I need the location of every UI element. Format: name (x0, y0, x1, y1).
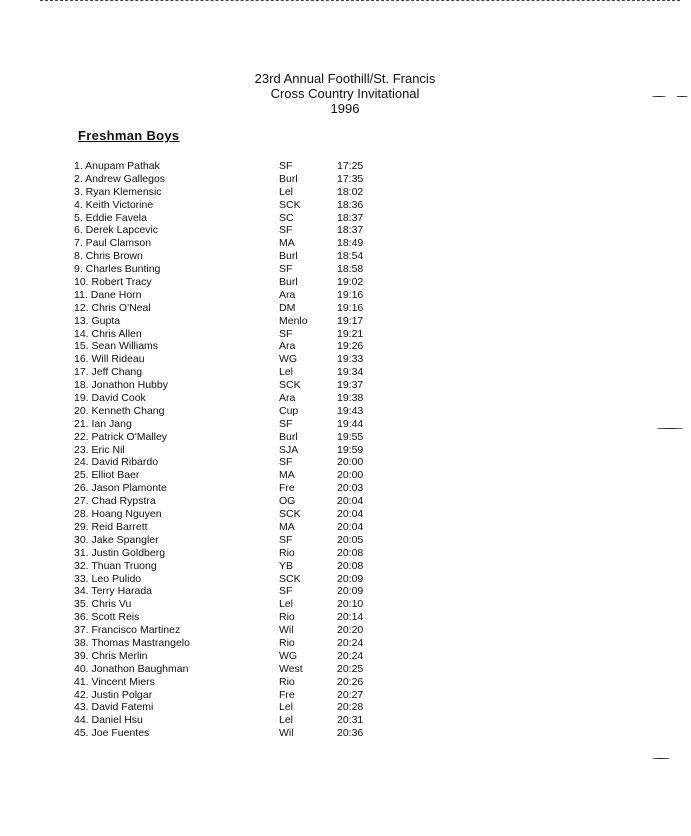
result-row (74, 263, 404, 276)
result-time: 18:54 (337, 250, 364, 263)
result-time: 19:33 (337, 353, 364, 366)
result-school: Lel (279, 701, 294, 714)
result-time: 19:38 (337, 392, 364, 405)
result-name: 33. Leo Pulido (74, 572, 142, 585)
result-name: 14. Chris Allen (74, 327, 142, 340)
result-time: 18:37 (337, 224, 364, 237)
result-time: 20:00 (337, 469, 364, 482)
result-school: SCK (279, 198, 301, 211)
result-name: 17. Jeff Chang (74, 366, 143, 379)
result-school: Ara (279, 392, 296, 405)
result-school: MA (279, 237, 295, 250)
result-school: SF (279, 533, 293, 546)
result-school: Fre (279, 482, 295, 495)
result-school: Rio (279, 611, 295, 624)
result-row (74, 456, 404, 469)
result-row (74, 676, 404, 689)
result-row (74, 431, 404, 444)
result-time: 19:21 (337, 327, 364, 340)
result-row (74, 469, 404, 482)
result-row (74, 212, 404, 225)
result-school: WG (279, 649, 298, 662)
result-school: MA (279, 469, 295, 482)
result-name: 44. Daniel Hsu (74, 714, 143, 727)
result-time: 19:26 (337, 340, 364, 353)
result-time: 19:59 (337, 443, 364, 456)
result-time: 20:09 (337, 585, 364, 598)
result-row (74, 392, 404, 405)
result-row (74, 689, 404, 702)
result-school: SF (279, 263, 293, 276)
result-time: 19:43 (337, 404, 364, 417)
result-name: 35. Chris Vu (74, 598, 132, 611)
result-row (74, 250, 404, 263)
result-row (74, 340, 404, 353)
result-row (74, 573, 404, 586)
result-row (74, 160, 404, 173)
result-school: Rio (279, 675, 295, 688)
result-time: 20:31 (337, 714, 364, 727)
result-school: SF (279, 327, 293, 340)
result-time: 20:27 (337, 688, 364, 701)
result-name: 12. Chris O'Neal (74, 301, 151, 314)
result-row (74, 237, 404, 250)
scan-mark (652, 96, 666, 98)
result-name: 45. Joe Fuentes (74, 727, 150, 740)
result-row (74, 379, 404, 392)
result-name: 2. Andrew Gallegos (74, 172, 166, 185)
result-name: 23. Eric Nil (74, 443, 125, 456)
result-time: 19:55 (337, 430, 364, 443)
result-name: 22. Patrick O'Malley (74, 430, 168, 443)
result-time: 17:25 (337, 160, 364, 172)
result-school: Burl (279, 172, 298, 185)
result-row (74, 199, 404, 212)
result-time: 20:00 (337, 456, 364, 469)
result-row (74, 714, 404, 727)
result-row (74, 663, 404, 676)
result-time: 20:05 (337, 533, 364, 546)
result-name: 18. Jonathon Hubby (74, 379, 168, 392)
result-school: Rio (279, 636, 295, 649)
scan-mark (652, 758, 670, 760)
result-name: 8. Chris Brown (74, 250, 143, 263)
result-name: 24. David Ribardo (74, 456, 159, 469)
result-time: 19:37 (337, 379, 364, 392)
result-name: 6. Derek Lapcevic (74, 224, 159, 237)
result-row (74, 405, 404, 418)
result-name: 36. Scott Reis (74, 611, 140, 624)
event-year: 1996 (330, 101, 360, 116)
result-time: 20:20 (337, 624, 364, 637)
result-name: 42. Justin Polgar (74, 688, 153, 701)
result-time: 19:34 (337, 366, 364, 379)
result-name: 26. Jason Plamonte (74, 482, 167, 495)
result-school: SCK (279, 572, 301, 585)
event-subtitle: Cross Country Invitational (270, 86, 420, 101)
result-name: 39. Chris Merlin (74, 649, 148, 662)
result-time: 20:26 (337, 675, 364, 688)
result-name: 41. Vincent Miers (74, 675, 155, 688)
result-name: 11. Dane Horn (74, 288, 142, 301)
result-school: Fre (279, 688, 295, 701)
result-school: Burl (279, 250, 298, 263)
result-school: Burl (279, 430, 298, 443)
result-school: Lel (279, 598, 294, 611)
result-row (74, 508, 404, 521)
result-time: 19:02 (337, 276, 364, 289)
result-row (74, 328, 404, 341)
result-name: 38. Thomas Mastrangelo (74, 636, 190, 649)
result-row (74, 598, 404, 611)
result-time: 20:09 (337, 572, 364, 585)
result-school: YB (279, 559, 294, 572)
result-time: 18:36 (337, 198, 364, 211)
result-name: 29. Reid Barrett (74, 520, 148, 533)
result-row (74, 534, 404, 547)
result-row (74, 650, 404, 663)
result-school: SCK (279, 379, 301, 392)
scan-mark (676, 96, 688, 98)
result-school: SF (279, 224, 293, 237)
result-school: SF (279, 585, 293, 598)
scan-top-edge (40, 0, 680, 3)
result-row (74, 624, 404, 637)
result-school: Lel (279, 714, 294, 727)
scan-mark (656, 428, 684, 430)
result-name: 10. Robert Tracy (74, 276, 152, 289)
result-row (74, 366, 404, 379)
result-time: 18:37 (337, 211, 364, 224)
result-school: West (279, 662, 303, 675)
result-name: 43. David Fatemi (74, 701, 154, 714)
result-name: 7. Paul Clamson (74, 237, 152, 250)
result-time: 17:35 (337, 172, 364, 185)
result-time: 20:03 (337, 482, 364, 495)
result-time: 19:16 (337, 288, 364, 301)
result-row (74, 637, 404, 650)
result-time: 18:02 (337, 185, 364, 198)
result-name: 20. Kenneth Chang (74, 404, 165, 417)
result-row (74, 289, 404, 302)
result-school: SJA (279, 443, 299, 456)
result-name: 34. Terry Harada (74, 585, 153, 598)
result-name: 32. Thuan Truong (74, 559, 157, 572)
result-row (74, 315, 404, 328)
result-name: 30. Jake Spangler (74, 533, 159, 546)
result-school: SCK (279, 508, 301, 521)
result-school: WG (279, 353, 298, 366)
result-row (74, 353, 404, 366)
results-list (74, 160, 404, 740)
result-row (74, 495, 404, 508)
result-time: 20:14 (337, 611, 364, 624)
result-time: 19:16 (337, 301, 364, 314)
result-school: Wil (279, 727, 294, 740)
result-time: 20:36 (337, 727, 364, 740)
result-school: SF (279, 417, 293, 430)
result-row (74, 521, 404, 534)
result-row (74, 173, 404, 186)
result-name: 9. Charles Bunting (74, 263, 161, 276)
result-name: 3. Ryan Klemensic (74, 185, 162, 198)
result-school: Menlo (279, 314, 308, 327)
event-title: 23rd Annual Foothill/St. Francis (254, 71, 436, 86)
result-name: 31. Justin Goldberg (74, 546, 166, 559)
result-school: Ara (279, 288, 296, 301)
result-row (74, 727, 404, 740)
result-row (74, 224, 404, 237)
result-time: 20:04 (337, 508, 364, 521)
result-row (74, 186, 404, 199)
result-time: 20:08 (337, 559, 364, 572)
section-title: Freshman Boys (78, 128, 180, 143)
result-school: SF (279, 160, 293, 172)
result-row (74, 611, 404, 624)
result-name: 5. Eddie Favela (74, 211, 147, 224)
result-name: 40. Jonathon Baughman (74, 662, 189, 675)
result-time: 20:10 (337, 598, 364, 611)
result-name: 16. Will Rideau (74, 353, 145, 366)
result-school: MA (279, 520, 295, 533)
result-time: 18:58 (337, 263, 364, 276)
result-school: Ara (279, 340, 296, 353)
result-row (74, 482, 404, 495)
result-school: SC (279, 211, 294, 224)
result-time: 18:49 (337, 237, 364, 250)
result-name: 4. Keith Victorine (74, 198, 154, 211)
result-time: 20:25 (337, 662, 364, 675)
result-time: 19:17 (337, 314, 364, 327)
result-school: Rio (279, 546, 295, 559)
result-name: 25. Elliot Baer (74, 469, 140, 482)
result-time: 20:08 (337, 546, 364, 559)
result-row (74, 276, 404, 289)
result-school: Cup (279, 404, 299, 417)
result-row (74, 547, 404, 560)
document-header (195, 71, 495, 116)
result-name: 37. Francisco Martinez (74, 624, 181, 637)
result-row (74, 701, 404, 714)
result-name: 28. Hoang Nguyen (74, 508, 162, 521)
result-time: 20:24 (337, 636, 364, 649)
result-name: 19. David Cook (74, 392, 146, 405)
result-school: Burl (279, 276, 298, 289)
result-time: 20:04 (337, 495, 364, 508)
result-row (74, 418, 404, 431)
result-school: SF (279, 456, 293, 469)
result-time: 20:28 (337, 701, 364, 714)
result-row (74, 560, 404, 573)
result-name: 13. Gupta (74, 314, 121, 327)
result-name: 21. Ian Jang (74, 417, 132, 430)
result-time: 20:24 (337, 649, 364, 662)
result-row (74, 585, 404, 598)
result-school: Lel (279, 366, 294, 379)
result-school: Wil (279, 624, 294, 637)
result-school: DM (279, 301, 296, 314)
result-row (74, 302, 404, 315)
result-name: 1. Anupam Pathak (74, 160, 160, 172)
result-name: 27. Chad Rypstra (74, 495, 156, 508)
result-time: 19:44 (337, 417, 364, 430)
result-time: 20:04 (337, 520, 364, 533)
result-row (74, 444, 404, 457)
result-name: 15. Sean Williams (74, 340, 159, 353)
result-school: OG (279, 495, 296, 508)
result-school: Lel (279, 185, 294, 198)
